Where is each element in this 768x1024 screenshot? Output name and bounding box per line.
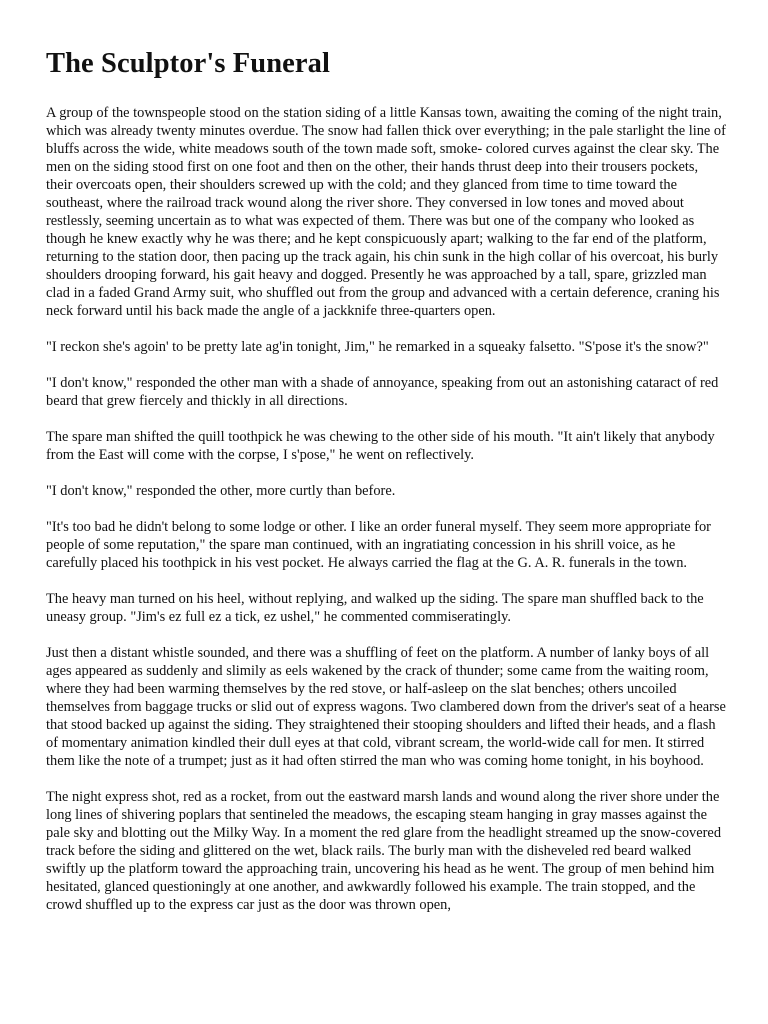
document-page <box>46 44 726 932</box>
paragraph-8: Just then a distant whistle sounded, and there was a shuffling of feet on the platform. A number of lanky boys of all ages appeared as suddenly and slimily as eels wakened by the crack of thunder; some came from the waiting room, where they had been warming themselves by the red stove, or half-asleep on the slat benches; others uncoiled themselves from baggage trucks or slid out of express wagons. Two clambered down from the driver's seat of a hearse that stood backed up against the siding. They straightened their stooping shoulders and lifted their heads, and a flash of momentary animation kindled their dull eyes at that cold, vibrant scream, the world-wide call for men. It stirred them like the note of a trumpet; just as it had often stirred the man who was coming home tonight, in his boyhood. <box>46 645 726 769</box>
paragraph-2: "I reckon she's agoin' to be pretty late ag'in tonight, Jim," he remarked in a squeaky falsetto. "S'pose it's the snow?" <box>46 339 709 355</box>
paragraph-5: "I don't know," responded the other, more curtly than before. <box>46 483 396 499</box>
paragraph-1: A group of the townspeople stood on the station siding of a little Kansas town, awaiting the coming of the night train, which was already twenty minutes overdue. The snow had fallen thick over everything; in the pale starlight the line of bluffs across the wide, white meadows south of the town made soft, smoke- colored curves against the clear sky. The men on the siding stood first on one foot and then on the other, their hands thrust deep into their trousers pockets, their overcoats open, their shoulders screwed up with the cold; and they glanced from time to time toward the southeast, where the railroad track wound along the river shore. They conversed in low tones and moved about restlessly, seeming uncertain as to what was expected of them. There was but one of the company who looked as though he knew exactly why he was there; and he kept conspicuously apart; walking to the far end of the platform, returning to the station door, then pacing up the track again, his chin sunk in the high collar of his overcoat, his burly shoulders drooping forward, his gait heavy and dogged. Presently he was approached by a tall, spare, grizzled man clad in a faded Grand Army suit, who shuffled out from the group and advanced with a certain deference, craning his neck forward until his back made the angle of a jackknife three-quarters open. <box>46 105 726 319</box>
document-title: The Sculptor's Funeral <box>46 48 331 79</box>
paragraph-9: The night express shot, red as a rocket, from out the eastward marsh lands and wound along the river shore under the long lines of shivering poplars that sentineled the meadows, the escaping steam hanging in gray masses against the pale sky and blotting out the Milky Way. In a moment the red glare from the headlight streamed up the snow-covered track before the siding and glittered on the wet, black rails. The burly man with the disheveled red beard walked swiftly up the platform toward the approaching train, uncovering his head as he went. The group of men behind him hesitated, glanced questioningly at one another, and awkwardly followed his example. The train stopped, and the crowd shuffled up to the express car just as the door was thrown open, <box>46 789 722 913</box>
paragraph-4: The spare man shifted the quill toothpick he was chewing to the other side of his mouth. "It ain't likely that anybody from the East will come with the corpse, I s'pose," he went on reflectively. <box>46 429 715 463</box>
paragraph-7: The heavy man turned on his heel, without replying, and walked up the siding. The spare man shuffled back to the uneasy group. "Jim's ez full ez a tick, ez ushel," he commented commiseratingly. <box>46 591 704 625</box>
paragraph-3: "I don't know," responded the other man with a shade of annoyance, speaking from out an astonishing cataract of red beard that grew fiercely and thickly in all directions. <box>46 375 719 409</box>
paragraph-6: "It's too bad he didn't belong to some lodge or other. I like an order funeral myself. They seem more appropriate for people of some reputation," the spare man continued, with an ingratiating concession in his shrill voice, as he carefully placed his toothpick in his vest pocket. He always carried the flag at the G. A. R. funerals in the town. <box>46 519 711 571</box>
